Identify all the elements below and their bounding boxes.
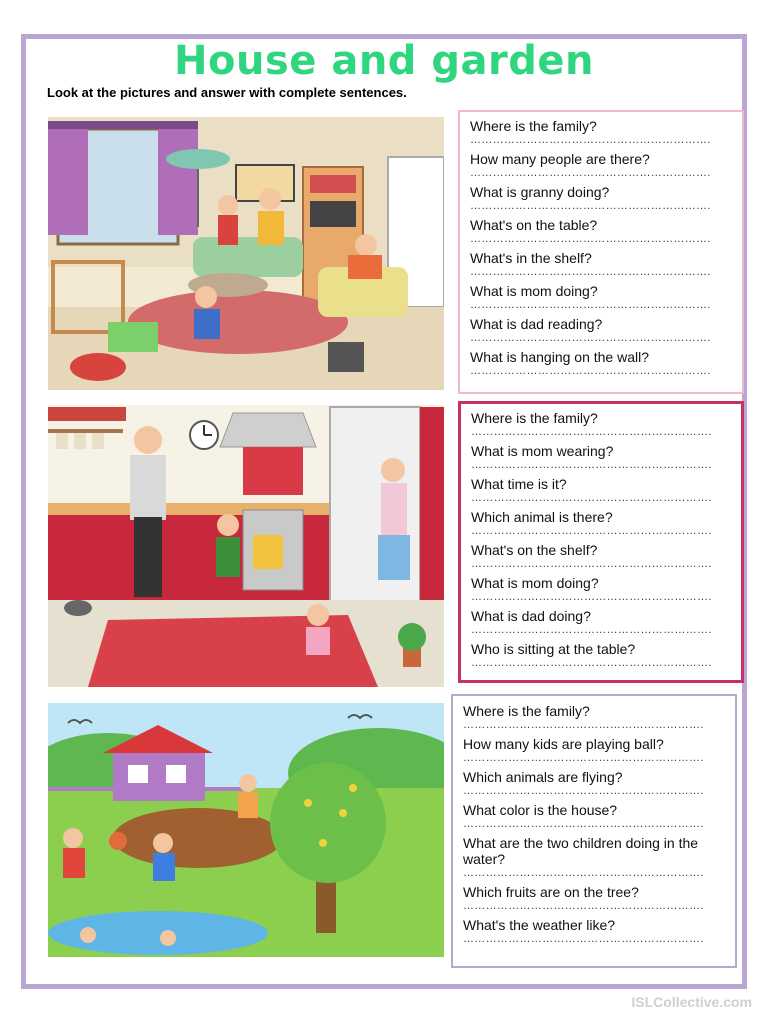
answer-line[interactable]: ………………………………………………………. <box>463 933 704 945</box>
answer-line[interactable]: ………………………………………………………. <box>470 365 711 377</box>
answer-line[interactable]: ………………………………………………………. <box>471 459 712 471</box>
question-item <box>463 835 725 879</box>
question-item <box>471 608 731 636</box>
question-item <box>471 641 731 669</box>
question-item <box>470 349 732 377</box>
question-text: Which fruits are on the tree? <box>463 884 639 900</box>
answer-line[interactable]: ………………………………………………………. <box>463 719 704 731</box>
question-item <box>463 736 725 764</box>
answer-line[interactable]: ………………………………………………………. <box>470 299 711 311</box>
question-text: What is mom doing? <box>471 575 599 591</box>
question-text: What's on the shelf? <box>471 542 598 558</box>
answer-line[interactable]: ………………………………………………………. <box>470 200 711 212</box>
question-text: Where is the family? <box>463 703 590 719</box>
question-text: Who is sitting at the table? <box>471 641 636 657</box>
question-item <box>470 151 732 179</box>
answer-line[interactable]: ………………………………………………………. <box>470 332 711 344</box>
answer-line[interactable]: ………………………………………………………. <box>471 558 712 570</box>
living-room-picture <box>48 117 444 390</box>
question-text: Where is the family? <box>471 410 598 426</box>
question-text: What is hanging on the wall? <box>470 349 649 365</box>
question-text: What's the weather like? <box>463 917 616 933</box>
answer-line[interactable]: ………………………………………………………. <box>470 266 711 278</box>
question-item <box>463 769 725 797</box>
questions-box-kitchen <box>458 401 744 683</box>
question-item <box>463 703 725 731</box>
answer-line[interactable]: ………………………………………………………. <box>463 867 704 879</box>
question-text: What is dad reading? <box>470 316 603 332</box>
question-text: What's on the table? <box>470 217 598 233</box>
question-text: What is granny doing? <box>470 184 610 200</box>
watermark: ISLCollective.com <box>631 994 752 1010</box>
question-text: What time is it? <box>471 476 567 492</box>
answer-line[interactable]: ………………………………………………………. <box>471 525 712 537</box>
question-item <box>471 476 731 504</box>
question-text: What are the two children doing in the water? <box>463 835 699 867</box>
question-item <box>470 283 732 311</box>
answer-line[interactable]: ………………………………………………………. <box>470 134 711 146</box>
answer-line[interactable]: ………………………………………………………. <box>470 167 711 179</box>
question-item <box>470 118 732 146</box>
question-item <box>471 443 731 471</box>
question-item <box>471 575 731 603</box>
answer-line[interactable]: ………………………………………………………. <box>471 591 712 603</box>
question-item <box>471 410 731 438</box>
page-title: House and garden <box>174 38 594 84</box>
question-text: What is dad doing? <box>471 608 591 624</box>
kitchen-picture <box>48 405 444 687</box>
answer-line[interactable]: ………………………………………………………. <box>471 624 712 636</box>
question-text: What is mom doing? <box>470 283 598 299</box>
answer-line[interactable]: ………………………………………………………. <box>471 492 712 504</box>
question-text: What color is the house? <box>463 802 618 818</box>
answer-line[interactable]: ………………………………………………………. <box>471 426 712 438</box>
question-text: Which animal is there? <box>471 509 613 525</box>
answer-line[interactable]: ………………………………………………………. <box>463 785 704 797</box>
question-text: How many kids are playing ball? <box>463 736 664 752</box>
question-text: Where is the family? <box>470 118 597 134</box>
question-text: What is mom wearing? <box>471 443 614 459</box>
question-item <box>471 542 731 570</box>
question-item <box>471 509 731 537</box>
question-text: What's in the shelf? <box>470 250 592 266</box>
question-item <box>470 184 732 212</box>
answer-line[interactable]: ………………………………………………………. <box>471 657 712 669</box>
question-text: Which animals are flying? <box>463 769 623 785</box>
answer-line[interactable]: ………………………………………………………. <box>463 818 704 830</box>
questions-box-living-room <box>458 110 744 394</box>
question-text: How many people are there? <box>470 151 650 167</box>
answer-line[interactable]: ………………………………………………………. <box>463 900 704 912</box>
question-item <box>463 917 725 945</box>
question-item <box>470 217 732 245</box>
answer-line[interactable]: ………………………………………………………. <box>463 752 704 764</box>
garden-picture <box>48 703 444 957</box>
question-item <box>470 250 732 278</box>
question-item <box>470 316 732 344</box>
question-item <box>463 802 725 830</box>
questions-box-garden <box>451 694 737 968</box>
question-item <box>463 884 725 912</box>
answer-line[interactable]: ………………………………………………………. <box>470 233 711 245</box>
instructions: Look at the pictures and answer with complete sentences. <box>47 85 407 100</box>
